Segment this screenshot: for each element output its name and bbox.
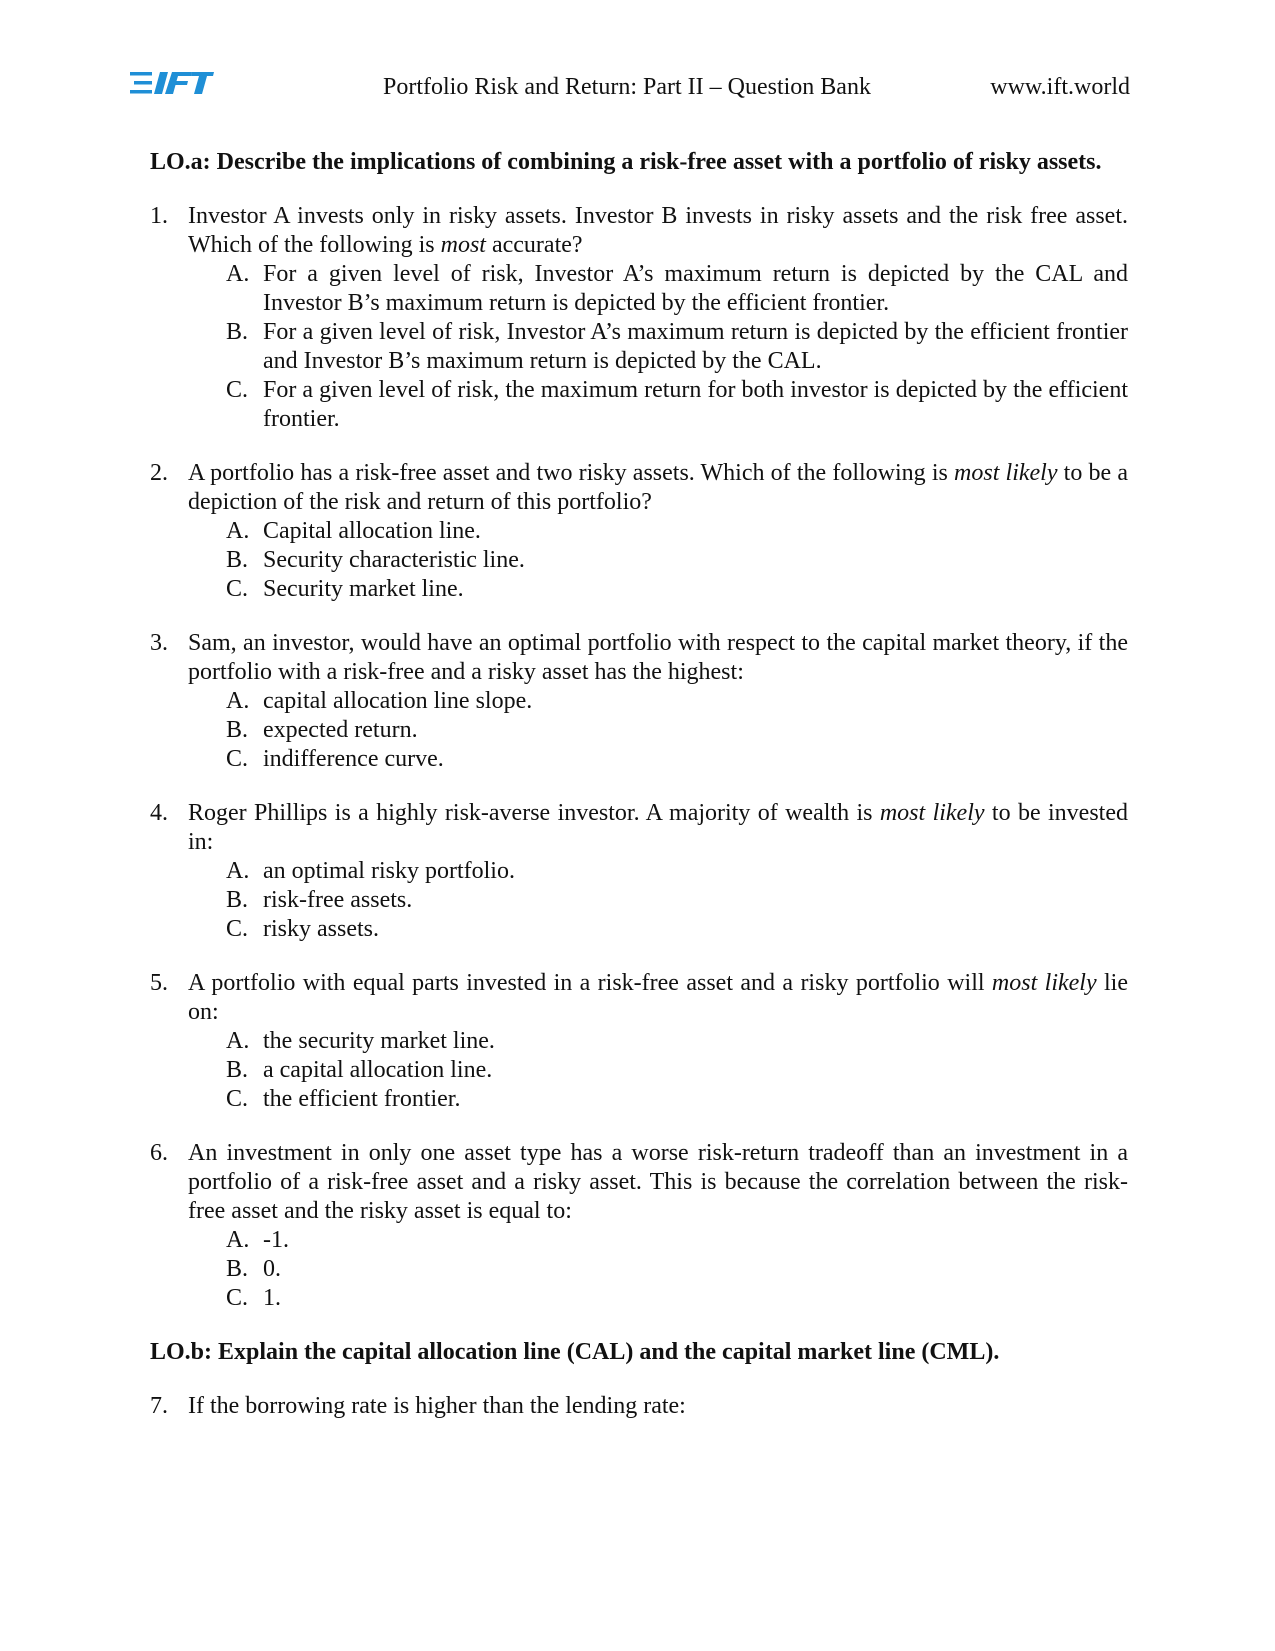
answer-options — [188, 1027, 1128, 1114]
answer-options — [188, 857, 1128, 944]
option-c — [226, 915, 1128, 944]
option-letter: A. — [226, 858, 250, 884]
option-text: Security market line. — [263, 576, 464, 602]
option-text: the security market line. — [263, 1028, 495, 1054]
question-text-part: If the borrowing rate is higher than the lending rate: — [188, 1393, 686, 1419]
answer-options — [188, 1226, 1128, 1313]
question-body — [188, 459, 1128, 604]
option-text: expected return. — [263, 717, 418, 743]
question-4 — [150, 799, 1128, 944]
option-letter: B. — [226, 887, 249, 913]
answer-options — [188, 260, 1128, 434]
option-b — [226, 716, 1128, 745]
option-text: indifference curve. — [263, 746, 444, 772]
option-letter: C. — [226, 916, 249, 942]
question-emphasis: most likely — [879, 800, 985, 826]
option-text: a capital allocation line. — [263, 1057, 493, 1083]
question-body — [188, 799, 1128, 944]
option-b — [226, 1255, 1128, 1284]
option-text: capital allocation line slope. — [263, 688, 533, 714]
question-bank-content — [150, 148, 1128, 1446]
option-a — [226, 857, 1128, 886]
question-text — [188, 799, 1128, 857]
option-a — [226, 260, 1128, 318]
option-a — [226, 687, 1128, 716]
option-c — [226, 745, 1128, 774]
question-body — [188, 969, 1128, 1114]
question-number: 6. — [150, 1140, 168, 1166]
option-letter: A. — [226, 1227, 250, 1253]
page-header — [130, 68, 1130, 108]
option-letter: C. — [226, 746, 249, 772]
option-text: For a given level of risk, Investor A’s maximum return is depicted by the CAL and Investor B’s maximum return is depicted by the efficient frontier. — [263, 261, 1128, 316]
section-heading-lo-a: LO.a: Describe the implications of combining a risk-free asset with a portfolio of risky assets. — [150, 149, 1102, 175]
option-text: risky assets. — [263, 916, 379, 942]
option-letter: A. — [226, 518, 250, 544]
question-emphasis: most likely — [954, 460, 1058, 486]
question-text-part: Sam, an investor, would have an optimal portfolio with respect to the capital market theory, if the portfolio with a risk-free and a risky asset has the highest: — [188, 630, 1128, 685]
option-text: 1. — [263, 1285, 281, 1311]
option-text: risk-free assets. — [263, 887, 413, 913]
answer-options — [188, 517, 1128, 604]
option-letter: C. — [226, 576, 249, 602]
question-number: 1. — [150, 203, 168, 229]
option-letter: A. — [226, 688, 250, 714]
option-text: Capital allocation line. — [263, 518, 481, 544]
question-3 — [150, 629, 1128, 774]
question-body — [188, 1392, 1128, 1421]
ift-logo — [130, 70, 214, 96]
option-letter: B. — [226, 547, 249, 573]
option-a — [226, 1027, 1128, 1056]
option-letter: C. — [226, 1086, 249, 1112]
question-body — [188, 1139, 1128, 1313]
question-number: 2. — [150, 460, 168, 486]
option-a — [226, 1226, 1128, 1255]
question-number: 5. — [150, 970, 168, 996]
question-number: 3. — [150, 630, 168, 656]
option-b — [226, 318, 1128, 376]
option-letter: A. — [226, 1028, 250, 1054]
question-body — [188, 629, 1128, 774]
header-title: Portfolio Risk and Return: Part II – Question Bank — [383, 74, 871, 100]
question-text-part: to be invested in: — [188, 800, 1128, 855]
option-c — [226, 376, 1128, 434]
option-c — [226, 1085, 1128, 1114]
question-7 — [150, 1392, 1128, 1421]
option-letter: B. — [226, 1256, 249, 1282]
option-b — [226, 886, 1128, 915]
question-text-part: A portfolio has a risk-free asset and two risky assets. Which of the following is — [188, 460, 955, 486]
option-text: the efficient frontier. — [263, 1086, 461, 1112]
question-emphasis: most likely — [991, 970, 1097, 996]
option-text: For a given level of risk, Investor A’s maximum return is depicted by the efficient frontier and Investor B’s maximum return is depicted by the CAL. — [263, 319, 1128, 374]
question-text-part: Investor A invests only in risky assets. Investor B invests in risky assets and the risk free asset. Which of the following is — [188, 203, 1128, 258]
question-body — [188, 202, 1128, 434]
question-number: 4. — [150, 800, 168, 826]
question-5 — [150, 969, 1128, 1114]
option-c — [226, 1284, 1128, 1313]
option-letter: A. — [226, 261, 250, 287]
question-text-part: An investment in only one asset type has a worse risk-return tradeoff than an investment in a portfolio of a risk-free asset and a risky asset. This is because the correlation between the risk-free asset and the risky asset is equal to: — [188, 1140, 1128, 1224]
header-url: www.ift.world — [990, 74, 1130, 100]
question-text — [188, 202, 1128, 260]
option-letter: C. — [226, 377, 249, 403]
option-text: -1. — [263, 1227, 289, 1253]
question-text-part: lie on: — [188, 970, 1128, 1025]
option-letter: C. — [226, 1285, 249, 1311]
question-text-part: A portfolio with equal parts invested in a risk-free asset and a risky portfolio will — [188, 970, 992, 996]
question-number: 7. — [150, 1393, 168, 1419]
option-b — [226, 1056, 1128, 1085]
option-a — [226, 517, 1128, 546]
question-text — [188, 1139, 1128, 1226]
option-b — [226, 546, 1128, 575]
question-2 — [150, 459, 1128, 604]
option-letter: B. — [226, 319, 249, 345]
option-c — [226, 575, 1128, 604]
option-text: For a given level of risk, the maximum return for both investor is depicted by the efficient frontier. — [263, 377, 1128, 432]
question-6 — [150, 1139, 1128, 1313]
question-text — [188, 969, 1128, 1027]
question-text — [188, 459, 1128, 517]
option-letter: B. — [226, 1057, 249, 1083]
question-emphasis: most — [440, 232, 486, 258]
section-heading-lo-b: LO.b: Explain the capital allocation line (CAL) and the capital market line (CML). — [150, 1339, 1000, 1365]
question-1 — [150, 202, 1128, 434]
question-text-part: accurate? — [485, 232, 583, 258]
option-text: 0. — [263, 1256, 281, 1282]
option-text: Security characteristic line. — [263, 547, 525, 573]
question-text-part: Roger Phillips is a highly risk-averse investor. A majority of wealth is — [188, 800, 880, 826]
question-text — [188, 1392, 1128, 1421]
option-text: an optimal risky portfolio. — [263, 858, 515, 884]
option-letter: B. — [226, 717, 249, 743]
question-text — [188, 629, 1128, 687]
question-text-part: to be a depiction of the risk and return of this portfolio? — [188, 460, 1128, 515]
answer-options — [188, 687, 1128, 774]
